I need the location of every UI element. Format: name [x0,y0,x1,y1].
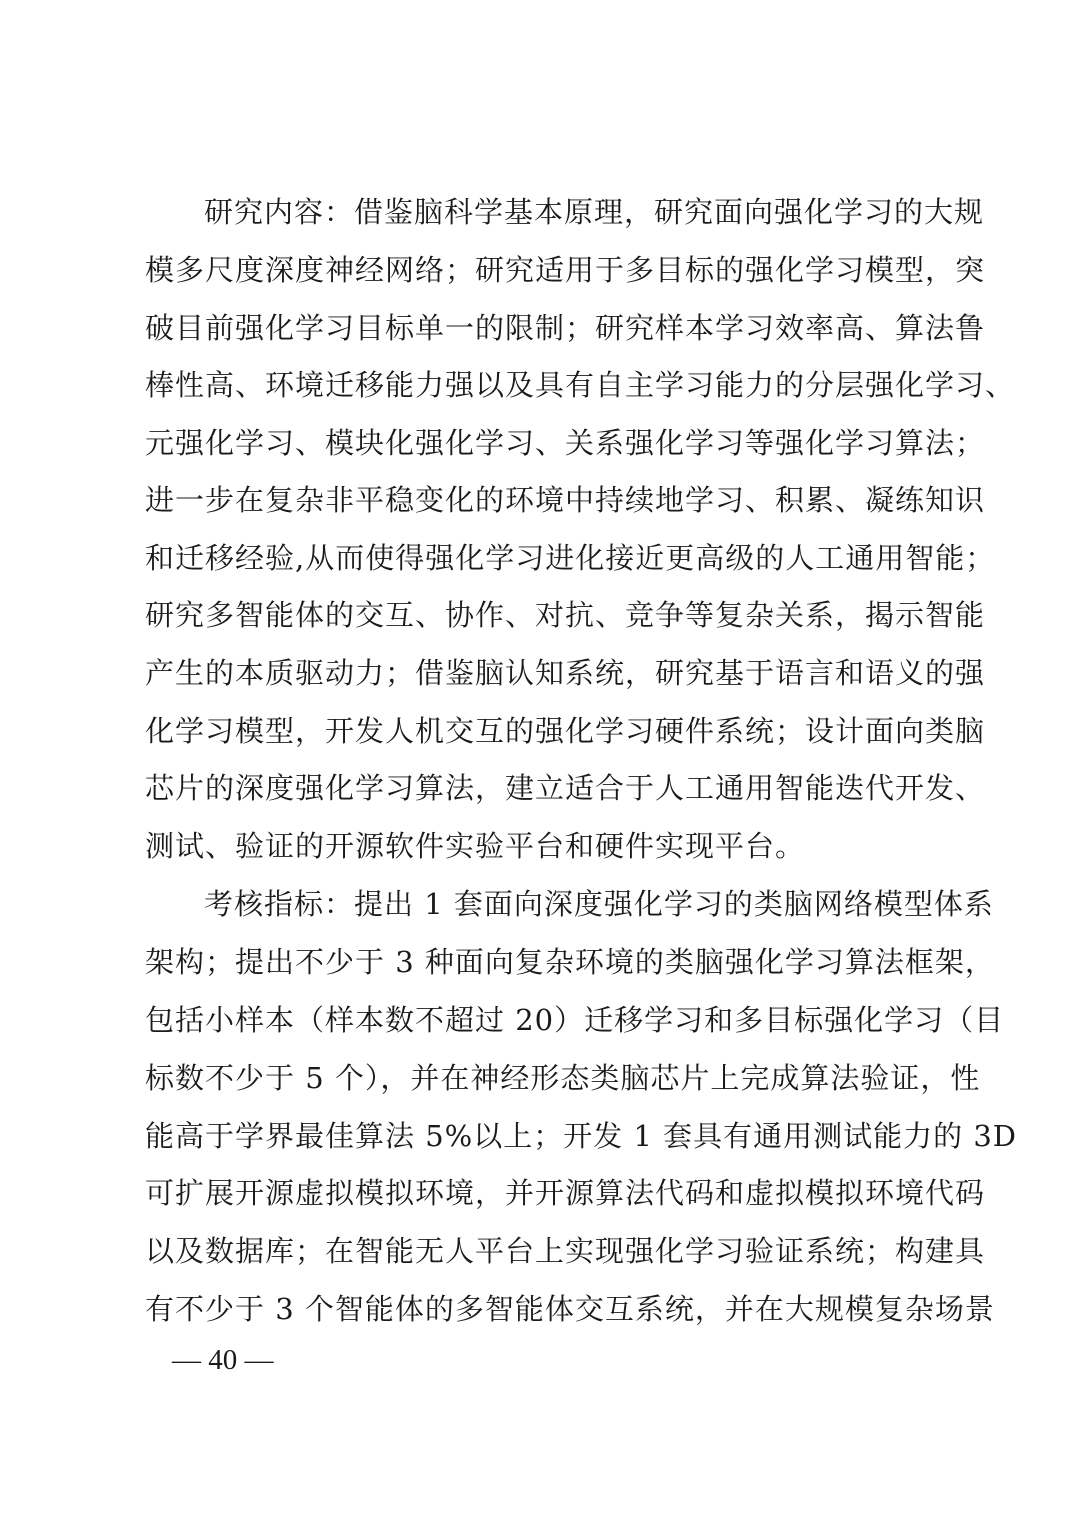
paragraph-line: 破目前强化学习目标单一的限制；研究样本学习效率高、算法鲁 [145,311,986,345]
paragraph-line: 能高于学界最佳算法 5%以上；开发 1 套具有通用测试能力的 3D [145,1119,1018,1153]
paragraph-line: 以及数据库；在智能无人平台上实现强化学习验证系统；构建具 [145,1234,986,1268]
paragraph-line: 化学习模型，开发人机交互的强化学习硬件系统；设计面向类脑 [145,714,986,748]
paragraph-line: 模多尺度深度神经网络；研究适用于多目标的强化学习模型，突 [145,253,986,287]
paragraph-line: 元强化学习、模块化强化学习、关系强化学习等强化学习算法； [145,426,986,460]
paragraph-line: 包括小样本（样本数不超过 20）迁移学习和多目标强化学习（目 [145,1003,1005,1037]
paragraph-line: 研究多智能体的交互、协作、对抗、竞争等复杂关系，揭示智能 [145,598,986,632]
paragraph-line: 研究内容：借鉴脑科学基本原理，研究面向强化学习的大规 [204,195,985,229]
paragraph-line: 有不少于 3 个智能体的多智能体交互系统，并在大规模复杂场景 [145,1292,995,1326]
paragraph-line: 可扩展开源虚拟模拟环境，并开源算法代码和虚拟模拟环境代码 [145,1176,986,1210]
paragraph-line: 架构；提出不少于 3 种面向复杂环境的类脑强化学习算法框架， [145,945,995,979]
paragraph-line: 标数不少于 5 个），并在神经形态类脑芯片上完成算法验证，性 [145,1061,981,1095]
page-number: — 40 — [172,1344,274,1376]
paragraph-line: 芯片的深度强化学习算法，建立适合于人工通用智能迭代开发、 [145,771,986,805]
paragraph-line: 和迁移经验,从而使得强化学习进化接近更高级的人工通用智能； [145,541,996,575]
paragraph-line: 考核指标：提出 1 套面向深度强化学习的类脑网络模型体系 [204,887,994,921]
paragraph-line: 测试、验证的开源软件实验平台和硬件实现平台。 [145,829,806,863]
paragraph-line: 棒性高、环境迁移能力强以及具有自主学习能力的分层强化学习、 [145,368,1016,402]
paragraph-line: 进一步在复杂非平稳变化的环境中持续地学习、积累、凝练知识 [145,483,986,517]
paragraph-line: 产生的本质驱动力；借鉴脑认知系统，研究基于语言和语义的强 [145,656,986,690]
